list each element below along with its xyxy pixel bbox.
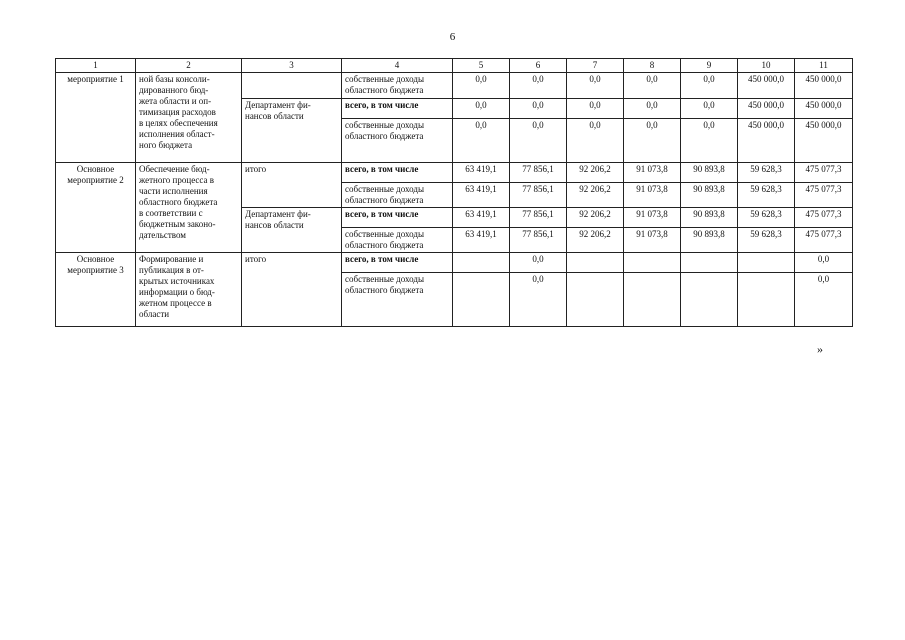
executor-cell [242,73,342,99]
executor-cell: итого [242,253,342,327]
value-cell: 59 628,3 [738,183,795,208]
value-cell: 59 628,3 [738,228,795,253]
value-cell: 91 073,8 [624,228,681,253]
column-header: 10 [738,59,795,73]
value-cell: 0,0 [453,119,510,163]
value-cell: 450 000,0 [795,119,853,163]
value-cell: 0,0 [681,73,738,99]
value-cell: 77 856,1 [510,183,567,208]
value-cell: 91 073,8 [624,163,681,183]
value-cell: 90 893,8 [681,183,738,208]
value-cell: 0,0 [510,273,567,327]
value-cell [567,273,624,327]
column-header: 5 [453,59,510,73]
value-cell: 475 077,3 [795,163,853,183]
value-cell: 0,0 [795,273,853,327]
value-cell: 0,0 [510,119,567,163]
column-header: 7 [567,59,624,73]
measure-description-cell: Формирование и публикация в от- крытых источниках информации о бюд- жетном процессе в области [136,253,242,327]
value-cell: 0,0 [453,73,510,99]
table-row [56,163,853,183]
column-header: 9 [681,59,738,73]
value-cell: 90 893,8 [681,208,738,228]
value-cell: 450 000,0 [795,73,853,99]
value-cell [738,253,795,273]
value-cell: 92 206,2 [567,163,624,183]
value-cell: 450 000,0 [738,73,795,99]
value-cell: 90 893,8 [681,163,738,183]
measure-description-cell: Обеспечение бюд- жетного процесса в части исполнения областного бюджета в соответствии с бюджетным законо- дательством [136,163,242,253]
value-cell: 0,0 [795,253,853,273]
funding-source-cell: собственные доходы областного бюджета [342,183,453,208]
measure-name-cell: Основное мероприятие 2 [56,163,136,253]
column-header: 1 [56,59,136,73]
value-cell [453,273,510,327]
budget-table [55,58,853,327]
value-cell: 63 419,1 [453,183,510,208]
closing-quote: » [817,342,823,356]
column-header: 6 [510,59,567,73]
value-cell [624,273,681,327]
value-cell: 77 856,1 [510,228,567,253]
column-header: 8 [624,59,681,73]
value-cell: 0,0 [624,73,681,99]
value-cell [738,273,795,327]
value-cell: 59 628,3 [738,163,795,183]
funding-source-cell: собственные доходы областного бюджета [342,273,453,327]
executor-cell: итого [242,163,342,208]
executor-cell: Департамент фи- нансов области [242,99,342,163]
value-cell: 0,0 [681,99,738,119]
value-cell: 450 000,0 [795,99,853,119]
table-row [56,253,853,273]
value-cell: 91 073,8 [624,183,681,208]
value-cell: 0,0 [624,99,681,119]
value-cell [567,253,624,273]
value-cell: 0,0 [567,99,624,119]
value-cell: 92 206,2 [567,183,624,208]
executor-cell: Департамент фи- нансов области [242,208,342,253]
header-row [56,59,853,73]
funding-source-cell: всего, в том числе [342,253,453,273]
value-cell: 0,0 [567,73,624,99]
value-cell: 450 000,0 [738,99,795,119]
value-cell: 90 893,8 [681,228,738,253]
value-cell: 0,0 [624,119,681,163]
value-cell [624,253,681,273]
column-header: 11 [795,59,853,73]
funding-source-cell: всего, в том числе [342,208,453,228]
value-cell: 59 628,3 [738,208,795,228]
funding-source-cell: всего, в том числе [342,163,453,183]
value-cell [681,253,738,273]
value-cell: 63 419,1 [453,228,510,253]
value-cell: 77 856,1 [510,208,567,228]
value-cell: 0,0 [510,73,567,99]
value-cell: 63 419,1 [453,208,510,228]
value-cell: 77 856,1 [510,163,567,183]
funding-source-cell: всего, в том числе [342,99,453,119]
value-cell [681,273,738,327]
value-cell: 0,0 [510,99,567,119]
measure-name-cell: Основное мероприятие 3 [56,253,136,327]
funding-source-cell: собственные доходы областного бюджета [342,228,453,253]
value-cell: 475 077,3 [795,208,853,228]
column-header: 3 [242,59,342,73]
page-number: 6 [449,31,456,43]
value-cell: 63 419,1 [453,163,510,183]
funding-source-cell: собственные доходы областного бюджета [342,73,453,99]
value-cell: 92 206,2 [567,208,624,228]
column-header: 2 [136,59,242,73]
value-cell: 450 000,0 [738,119,795,163]
measure-description-cell: ной базы консоли- дированного бюд- жета области и оп- тимизация расходов в целях обеспечения исполнения област- ного бюджета [136,73,242,163]
value-cell: 475 077,3 [795,228,853,253]
value-cell: 0,0 [453,99,510,119]
funding-source-cell: собственные доходы областного бюджета [342,119,453,163]
value-cell: 0,0 [567,119,624,163]
column-header: 4 [342,59,453,73]
value-cell: 0,0 [681,119,738,163]
measure-name-cell: мероприятие 1 [56,73,136,163]
value-cell: 92 206,2 [567,228,624,253]
value-cell [453,253,510,273]
table-row [56,73,853,99]
value-cell: 91 073,8 [624,208,681,228]
value-cell: 475 077,3 [795,183,853,208]
value-cell: 0,0 [510,253,567,273]
